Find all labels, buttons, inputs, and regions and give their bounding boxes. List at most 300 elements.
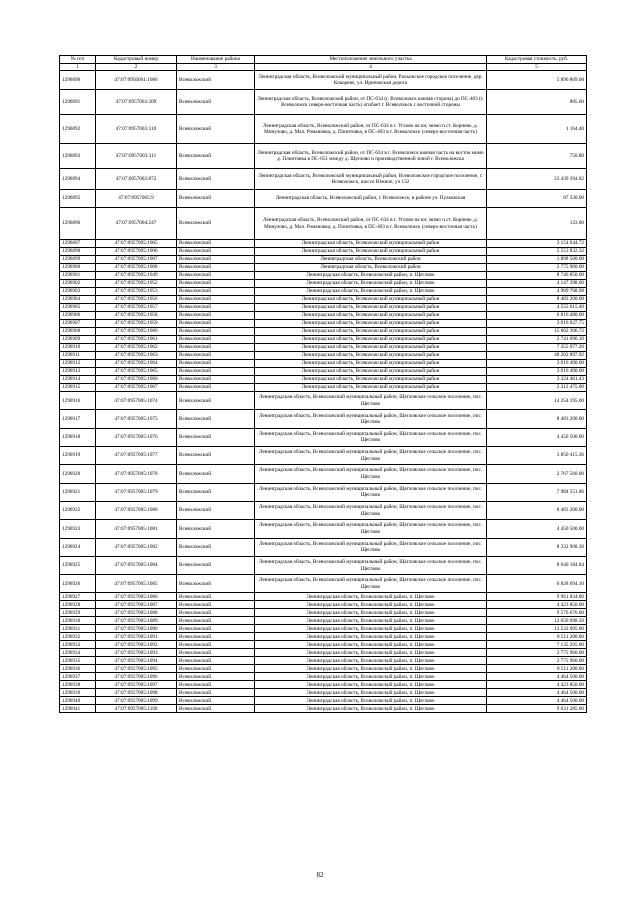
cadastral-number: 47:07:0957005:1008 <box>96 264 177 272</box>
table-row <box>60 657 587 665</box>
district-name: Всеволожский <box>177 296 255 304</box>
parcel-location: Ленинградская область, Всеволожский муниципальный район <box>255 360 487 368</box>
district-name: Всеволожский <box>177 428 255 446</box>
cadastral-number: 47:07:0957005:1057 <box>96 304 177 312</box>
cadastral-number: 47:07:0957005:1082 <box>96 538 177 556</box>
district-name: Всеволожский <box>177 169 255 190</box>
cadastral-value: 8 640 184.84 <box>487 556 587 574</box>
table-row <box>60 169 587 190</box>
parcel-location: Ленинградская область, Всеволожский муниципальный район, Всеволожское городское поселение, г. Всеволожск, шоссе Южное, уч 132 <box>255 169 487 190</box>
district-name: Всеволожский <box>177 520 255 538</box>
parcel-location: Ленинградская область, Всеволожский район, п. Щеглово <box>255 689 487 697</box>
row-number: 1296916 <box>60 392 96 410</box>
cadastral-number: 47:07:0957005:1088 <box>96 609 177 617</box>
cadastral-value: 2 312 475.00 <box>487 384 587 392</box>
district-name: Всеволожский <box>177 657 255 665</box>
table-row <box>60 280 587 288</box>
table-row <box>60 681 587 689</box>
district-name: Всеволожский <box>177 376 255 384</box>
table-row <box>60 71 587 90</box>
cadastral-number: 47:07:0957005:1061 <box>96 336 177 344</box>
table-row <box>60 649 587 657</box>
cadastral-number: 47:07:0956001:1086 <box>96 71 177 90</box>
parcel-location: Ленинградская область, Всеволожский муниципальный район <box>255 312 487 320</box>
row-number: 1296921 <box>60 483 96 501</box>
parcel-location: Ленинградская область, Всеволожский район <box>255 256 487 264</box>
district-name: Всеволожский <box>177 264 255 272</box>
district-name: Всеволожский <box>177 71 255 90</box>
district-name: Всеволожский <box>177 447 255 465</box>
row-number: 1296937 <box>60 673 96 681</box>
cadastral-value: 4 450 500.00 <box>487 428 587 446</box>
parcel-location: Ленинградская область, Всеволожский муниципальный район <box>255 336 487 344</box>
table-row <box>60 240 587 248</box>
cadastral-value: 4 423 850.00 <box>487 681 587 689</box>
district-name: Всеволожский <box>177 705 255 713</box>
table-row <box>60 697 587 705</box>
row-number: 1296908 <box>60 328 96 336</box>
parcel-location: Ленинградская область, Всеволожский муниципальный район, Щегловское сельское поселение, пос. Щеглово <box>255 520 487 538</box>
cadastral-number: 47:07:0957005:1097 <box>96 681 177 689</box>
cadastral-number: 47:07:0957005:1086 <box>96 593 177 601</box>
cadastral-value: 3 616 400.00 <box>487 368 587 376</box>
row-number: 1296941 <box>60 705 96 713</box>
cadastral-number: 47:07:0957005:1096 <box>96 673 177 681</box>
cadastral-value: 48 202 897.92 <box>487 352 587 360</box>
table-row <box>60 465 587 483</box>
table-row <box>60 483 587 501</box>
table-row <box>60 272 587 280</box>
table-row <box>60 617 587 625</box>
table-row <box>60 288 587 296</box>
table-row <box>60 376 587 384</box>
row-number: 1296911 <box>60 352 96 360</box>
cadastral-number: 47:07:0957005:1099 <box>96 697 177 705</box>
cadastral-number: 47:07:0957005:1081 <box>96 520 177 538</box>
table-row <box>60 689 587 697</box>
district-name: Всеволожский <box>177 368 255 376</box>
district-name: Всеволожский <box>177 360 255 368</box>
cadastral-number: 47:07:0957003:311 <box>96 144 177 169</box>
table-row <box>60 304 587 312</box>
cadastral-value: 87 330.00 <box>487 190 587 208</box>
parcel-location: Ленинградская область, Всеволожский муниципальный район <box>255 376 487 384</box>
district-name: Всеволожский <box>177 681 255 689</box>
header-row <box>60 56 587 64</box>
row-number: 1296896 <box>60 208 96 240</box>
row-number: 1296895 <box>60 190 96 208</box>
table-row <box>60 208 587 240</box>
row-number: 1296929 <box>60 609 96 617</box>
district-name: Всеволожский <box>177 601 255 609</box>
district-name: Всеволожский <box>177 312 255 320</box>
table-row <box>60 447 587 465</box>
cadastral-number: 47:07:0957005:1052 <box>96 280 177 288</box>
cadastral-value: 8 746 850.00 <box>487 272 587 280</box>
table-row <box>60 575 587 593</box>
cadastral-value: 8 332 908.30 <box>487 538 587 556</box>
district-name: Всеволожский <box>177 483 255 501</box>
cadastral-value: 8 483 200.00 <box>487 501 587 519</box>
row-number: 1296924 <box>60 538 96 556</box>
table-row <box>60 556 587 574</box>
page-number: 82 <box>316 871 324 879</box>
cadastral-value: 9 576 676.00 <box>487 609 587 617</box>
district-name: Всеволожский <box>177 352 255 360</box>
row-number: 1296919 <box>60 447 96 465</box>
parcel-location: Ленинградская область, Всеволожский муниципальный район <box>255 304 487 312</box>
parcel-location: Ленинградская область, Всеволожский муниципальный район <box>255 384 487 392</box>
district-name: Всеволожский <box>177 575 255 593</box>
cadastral-value: 15 662 306.72 <box>487 328 587 336</box>
table-row <box>60 115 587 144</box>
cadastral-number: 47:07:0957005:1005 <box>96 240 177 248</box>
cadastral-value: 3 850 415.36 <box>487 447 587 465</box>
row-number: 1296928 <box>60 601 96 609</box>
district-name: Всеволожский <box>177 617 255 625</box>
parcel-location: Ленинградская область, Всеволожский район, г. Всеволожск, в районе ул. Пулковская <box>255 190 487 208</box>
district-name: Всеволожский <box>177 344 255 352</box>
district-name: Всеволожский <box>177 501 255 519</box>
table-body <box>60 71 587 713</box>
table-row <box>60 641 587 649</box>
cadastral-number: 47:07:0957005:1094 <box>96 657 177 665</box>
row-number: 1296903 <box>60 288 96 296</box>
cadastral-value: 8 483 200.00 <box>487 296 587 304</box>
cadastral-value: 7 135 205.00 <box>487 641 587 649</box>
district-name: Всеволожский <box>177 115 255 144</box>
cadastral-number: 47:07:0957005:1085 <box>96 575 177 593</box>
column-number: 3 <box>177 63 255 71</box>
row-number: 1296925 <box>60 556 96 574</box>
table-row <box>60 501 587 519</box>
cadastral-value: 1 898 500.00 <box>487 256 587 264</box>
row-number: 1296933 <box>60 641 96 649</box>
row-number: 1296898 <box>60 248 96 256</box>
column-number: 1 <box>60 63 96 71</box>
table-row <box>60 360 587 368</box>
row-number: 1296901 <box>60 272 96 280</box>
row-number: 1296923 <box>60 520 96 538</box>
parcel-location: Ленинградская область, Всеволожский муниципальный район, Щегловское сельское поселение, пос. Щеглово <box>255 428 487 446</box>
cadastral-value: 13 532 095.00 <box>487 625 587 633</box>
header-cadastral-value: Кадастровая стоимость, руб. <box>487 56 587 64</box>
parcel-location: Ленинградская область, Всеволожский район, п. Щеглово <box>255 641 487 649</box>
cadastral-number: 47:07:0957003:310 <box>96 115 177 144</box>
table-row <box>60 428 587 446</box>
district-name: Всеволожский <box>177 272 255 280</box>
district-name: Всеволожский <box>177 538 255 556</box>
row-number: 1296939 <box>60 689 96 697</box>
cadastral-value: 4 423 850.00 <box>487 601 587 609</box>
district-name: Всеволожский <box>177 633 255 641</box>
parcel-location: Ленинградская область, Всеволожский муниципальный район <box>255 352 487 360</box>
district-name: Всеволожский <box>177 90 255 115</box>
row-number: 1296938 <box>60 681 96 689</box>
district-name: Всеволожский <box>177 689 255 697</box>
parcel-location: Ленинградская область, Всеволожский муниципальный район, Щегловское сельское поселение, пос. Щеглово <box>255 447 487 465</box>
row-number: 1296906 <box>60 312 96 320</box>
cadastral-number: 47:07:0957005:1049 <box>96 272 177 280</box>
district-name: Всеволожский <box>177 641 255 649</box>
column-number: 5 <box>487 63 587 71</box>
cadastral-value: 4 464 500.00 <box>487 673 587 681</box>
cadastral-number: 47:07:0957005:1007 <box>96 256 177 264</box>
cadastral-number: 47:07:0957005:1080 <box>96 501 177 519</box>
row-number: 1296892 <box>60 115 96 144</box>
district-name: Всеволожский <box>177 288 255 296</box>
cadastral-number: 47:07:0957005:1100 <box>96 705 177 713</box>
cadastral-value: 4 555 615.40 <box>487 304 587 312</box>
district-name: Всеволожский <box>177 392 255 410</box>
cadastral-value: 14 254 195.00 <box>487 392 587 410</box>
cadastral-value-table <box>59 55 587 713</box>
district-name: Всеволожский <box>177 328 255 336</box>
district-name: Всеволожский <box>177 410 255 428</box>
cadastral-value: 9 631 285.00 <box>487 705 587 713</box>
district-name: Всеволожский <box>177 593 255 601</box>
cadastral-value: 12 650 098.50 <box>487 617 587 625</box>
district-name: Всеволожский <box>177 336 255 344</box>
cadastral-number: 47:07:0957004:247 <box>96 208 177 240</box>
table-row <box>60 90 587 115</box>
table-header <box>60 56 587 71</box>
row-number: 1296926 <box>60 575 96 593</box>
parcel-location: Ленинградская область, Всеволожский район, от ПС-634 в г. Всеволожск южная часть на восток мимо д. Плинтовка в ПС-651 между д. Щеглово и производственной зоной г. Всеволожска <box>255 144 487 169</box>
table-row <box>60 538 587 556</box>
cadastral-number: 47:07:0957005:1062 <box>96 344 177 352</box>
district-name: Всеволожский <box>177 190 255 208</box>
district-name: Всеволожский <box>177 304 255 312</box>
parcel-location: Ленинградская область, Всеволожский район, п. Щеглово <box>255 657 487 665</box>
table-row <box>60 665 587 673</box>
district-name: Всеволожский <box>177 649 255 657</box>
cadastral-value: 8 511 200.00 <box>487 633 587 641</box>
district-name: Всеволожский <box>177 465 255 483</box>
parcel-location: Ленинградская область, Всеволожский муниципальный район, Щегловское сельское поселение, пос. Щеглово <box>255 410 487 428</box>
table-row <box>60 625 587 633</box>
row-number: 1296930 <box>60 617 96 625</box>
row-number: 1296899 <box>60 256 96 264</box>
header-location: Местоположение земельного участка <box>255 56 487 64</box>
header-cadastral-number: Кадастровый номер <box>96 56 177 64</box>
row-number: 1296913 <box>60 368 96 376</box>
table-row <box>60 673 587 681</box>
cadastral-value: 2 775 960.00 <box>487 649 587 657</box>
row-number: 1296917 <box>60 410 96 428</box>
district-name: Всеволожский <box>177 208 255 240</box>
table-row <box>60 328 587 336</box>
cadastral-value: 2 775 960.00 <box>487 264 587 272</box>
cadastral-number: 47:07:0957003:872 <box>96 169 177 190</box>
district-name: Всеволожский <box>177 665 255 673</box>
table-row <box>60 312 587 320</box>
table-row <box>60 520 587 538</box>
parcel-location: Ленинградская область, Всеволожский район, п. Щеглово <box>255 633 487 641</box>
parcel-location: Ленинградская область, Всеволожский район, п. Щеглово <box>255 288 487 296</box>
column-number: 4 <box>255 63 487 71</box>
cadastral-number: 47:07:0957005:1079 <box>96 483 177 501</box>
district-name: Всеволожский <box>177 673 255 681</box>
parcel-location: Ленинградская область, Всеволожский муниципальный район, Щегловское сельское поселение, пос. Щеглово <box>255 465 487 483</box>
parcel-location: Ленинградская область, Всеволожский район, п. Щеглово <box>255 681 487 689</box>
row-number: 1296900 <box>60 264 96 272</box>
cadastral-value: 3 616 400.00 <box>487 360 587 368</box>
cadastral-number: 47:07:0957005:1084 <box>96 556 177 574</box>
header-district: Наименование района <box>177 56 255 64</box>
row-number: 1296905 <box>60 304 96 312</box>
parcel-location: Ленинградская область, Всеволожский район, п. Щеглово <box>255 617 487 625</box>
row-number: 1296912 <box>60 360 96 368</box>
row-number: 1296910 <box>60 344 96 352</box>
parcel-location: Ленинградская область, Всеволожский муниципальный район, Щегловское сельское поселение, пос. Щеглово <box>255 501 487 519</box>
cadastral-number: 47:07:0957005:1092 <box>96 641 177 649</box>
table-row <box>60 344 587 352</box>
cadastral-number: 47:07:0957005:1091 <box>96 633 177 641</box>
district-name: Всеволожский <box>177 144 255 169</box>
cadastral-value: 123.00 <box>487 208 587 240</box>
district-name: Всеволожский <box>177 248 255 256</box>
cadastral-number: 47:07:0957005:1078 <box>96 465 177 483</box>
cadastral-value: 6 828 694.10 <box>487 575 587 593</box>
cadastral-number: 47:07:0957005:1090 <box>96 625 177 633</box>
parcel-location: Ленинградская область, Всеволожский муниципальный район, Щегловское сельское поселение, пос. Щеглово <box>255 538 487 556</box>
row-number: 1296934 <box>60 649 96 657</box>
parcel-location: Ленинградская область, Всеволожский район, п. Щеглово <box>255 280 487 288</box>
cadastral-number: 47:07:0957005:1077 <box>96 447 177 465</box>
row-number: 1296920 <box>60 465 96 483</box>
parcel-location: Ленинградская область, Всеволожский муниципальный район, Щегловское сельское поселение, пос. Щеглово <box>255 483 487 501</box>
parcel-location: Ленинградская область, Всеволожский муниципальный район <box>255 328 487 336</box>
cadastral-value: 4 464 500.00 <box>487 697 587 705</box>
parcel-location: Ленинградская область, Всеволожский район <box>255 264 487 272</box>
cadastral-number: 47:07:0957005:1074 <box>96 392 177 410</box>
district-name: Всеволожский <box>177 609 255 617</box>
table-row <box>60 190 587 208</box>
cadastral-number: 47:07:0957005:1066 <box>96 376 177 384</box>
cadastral-value: 3 616 027.75 <box>487 320 587 328</box>
table-row <box>60 336 587 344</box>
table-row <box>60 601 587 609</box>
parcel-location: Ленинградская область, Всеволожский район, п. Щеглово <box>255 593 487 601</box>
table-row <box>60 384 587 392</box>
district-name: Всеволожский <box>177 384 255 392</box>
row-number: 1296914 <box>60 376 96 384</box>
table-row <box>60 144 587 169</box>
table-row <box>60 410 587 428</box>
table-row <box>60 248 587 256</box>
cadastral-value: 2 775 960.00 <box>487 657 587 665</box>
cadastral-number: 47:07:0957005:9 <box>96 190 177 208</box>
cadastral-value: 885.60 <box>487 90 587 115</box>
table-row <box>60 264 587 272</box>
district-name: Всеволожский <box>177 256 255 264</box>
parcel-location: Ленинградская область, Всеволожский муниципальный район <box>255 368 487 376</box>
row-number: 1296940 <box>60 697 96 705</box>
row-number: 1296935 <box>60 657 96 665</box>
parcel-location: Ленинградская область, Всеволожский муниципальный район, Рахьинское городское поселение, дер. Кокорево, ул. Ириновская дорога <box>255 71 487 90</box>
district-name: Всеволожский <box>177 697 255 705</box>
parcel-location: Ленинградская область, Всеволожский район, п. Щеглово <box>255 272 487 280</box>
table-row <box>60 593 587 601</box>
cadastral-value: 8 511 200.00 <box>487 665 587 673</box>
parcel-location: Ленинградская область, Всеволожский район, от ПС-634 (г. Всеволожск южная сторона) до ПС-403 (г. Всеволожск северо-восточная часть) огибает г. Всеволожск с восточной стороны <box>255 90 487 115</box>
row-number: 1296927 <box>60 593 96 601</box>
parcel-location: Ленинградская область, Всеволожский район, п. Щеглово <box>255 601 487 609</box>
row-number: 1296932 <box>60 633 96 641</box>
table-row <box>60 705 587 713</box>
cadastral-number: 47:07:0957005:1056 <box>96 296 177 304</box>
row-number: 1296897 <box>60 240 96 248</box>
cadastral-value: 9 961 834.80 <box>487 593 587 601</box>
cadastral-number: 47:07:0957005:1098 <box>96 689 177 697</box>
row-number: 1296891 <box>60 90 96 115</box>
table-row <box>60 392 587 410</box>
cadastral-value: 6 816 480.00 <box>487 312 587 320</box>
cadastral-number: 47:07:0957005:1006 <box>96 248 177 256</box>
district-name: Всеволожский <box>177 625 255 633</box>
parcel-location: Ленинградская область, Всеволожский муниципальный район <box>255 240 487 248</box>
table-row <box>60 320 587 328</box>
cadastral-number: 47:07:0957005:1095 <box>96 665 177 673</box>
row-number: 1296936 <box>60 665 96 673</box>
row-number: 1296894 <box>60 169 96 190</box>
column-number-row <box>60 63 587 71</box>
cadastral-number: 47:07:0957003:309 <box>96 90 177 115</box>
parcel-location: Ленинградская область, Всеволожский муниципальный район, Щегловское сельское поселение, пос. Щеглово <box>255 556 487 574</box>
row-number: 1296915 <box>60 384 96 392</box>
district-name: Всеволожский <box>177 320 255 328</box>
table-row <box>60 352 587 360</box>
cadastral-value: 3 324 461.43 <box>487 376 587 384</box>
cadastral-value: 7 984 551.86 <box>487 483 587 501</box>
row-number: 1296931 <box>60 625 96 633</box>
parcel-location: Ленинградская область, Всеволожский муниципальный район <box>255 248 487 256</box>
parcel-location: Ленинградская область, Всеволожский район, от ПС-634 в г. Углово на юг, мимо п.ст. Корнево, д. Минулово, д. Мал. Романовка, д. Плинтовка, в ПС-403 в г. Всеволожск (северо-восточная часть) <box>255 115 487 144</box>
cadastral-number: 47:07:0957005:1060 <box>96 328 177 336</box>
district-name: Всеволожский <box>177 556 255 574</box>
table-row <box>60 609 587 617</box>
parcel-location: Ленинградская область, Всеволожский район, п. Щеглово <box>255 673 487 681</box>
district-name: Всеволожский <box>177 280 255 288</box>
cadastral-number: 47:07:0957005:1053 <box>96 288 177 296</box>
cadastral-number: 47:07:0957005:1093 <box>96 649 177 657</box>
parcel-location: Ленинградская область, Всеволожский район, п. Щеглово <box>255 625 487 633</box>
cadastral-value: 1 164.40 <box>487 115 587 144</box>
parcel-location: Ленинградская область, Всеволожский муниципальный район, Щегловское сельское поселение, пос. Щеглово <box>255 392 487 410</box>
cadastral-number: 47:07:0957005:1058 <box>96 312 177 320</box>
table-row <box>60 368 587 376</box>
row-number: 1296918 <box>60 428 96 446</box>
row-number: 1296907 <box>60 320 96 328</box>
cadastral-value: 4 147 398.00 <box>487 280 587 288</box>
cadastral-number: 47:07:0957005:1064 <box>96 360 177 368</box>
cadastral-number: 47:07:0957005:1075 <box>96 410 177 428</box>
parcel-location: Ленинградская область, Всеволожский муниципальный район, Щегловское сельское поселение, пос. Щеглово <box>255 575 487 593</box>
cadastral-value: 750.80 <box>487 144 587 169</box>
cadastral-number: 47:07:0957005:1059 <box>96 320 177 328</box>
row-number: 1296902 <box>60 280 96 288</box>
district-name: Всеволожский <box>177 240 255 248</box>
parcel-location: Ленинградская область, Всеволожский район, п. Щеглово <box>255 609 487 617</box>
parcel-location: Ленинградская область, Всеволожский район, п. Щеглово <box>255 705 487 713</box>
table-row <box>60 256 587 264</box>
cadastral-number: 47:07:0957005:1065 <box>96 368 177 376</box>
cadastral-value: 2 741 696.10 <box>487 336 587 344</box>
parcel-location: Ленинградская область, Всеволожский муниципальный район <box>255 320 487 328</box>
cadastral-value: 8 483 200.00 <box>487 410 587 428</box>
row-number: 1296904 <box>60 296 96 304</box>
